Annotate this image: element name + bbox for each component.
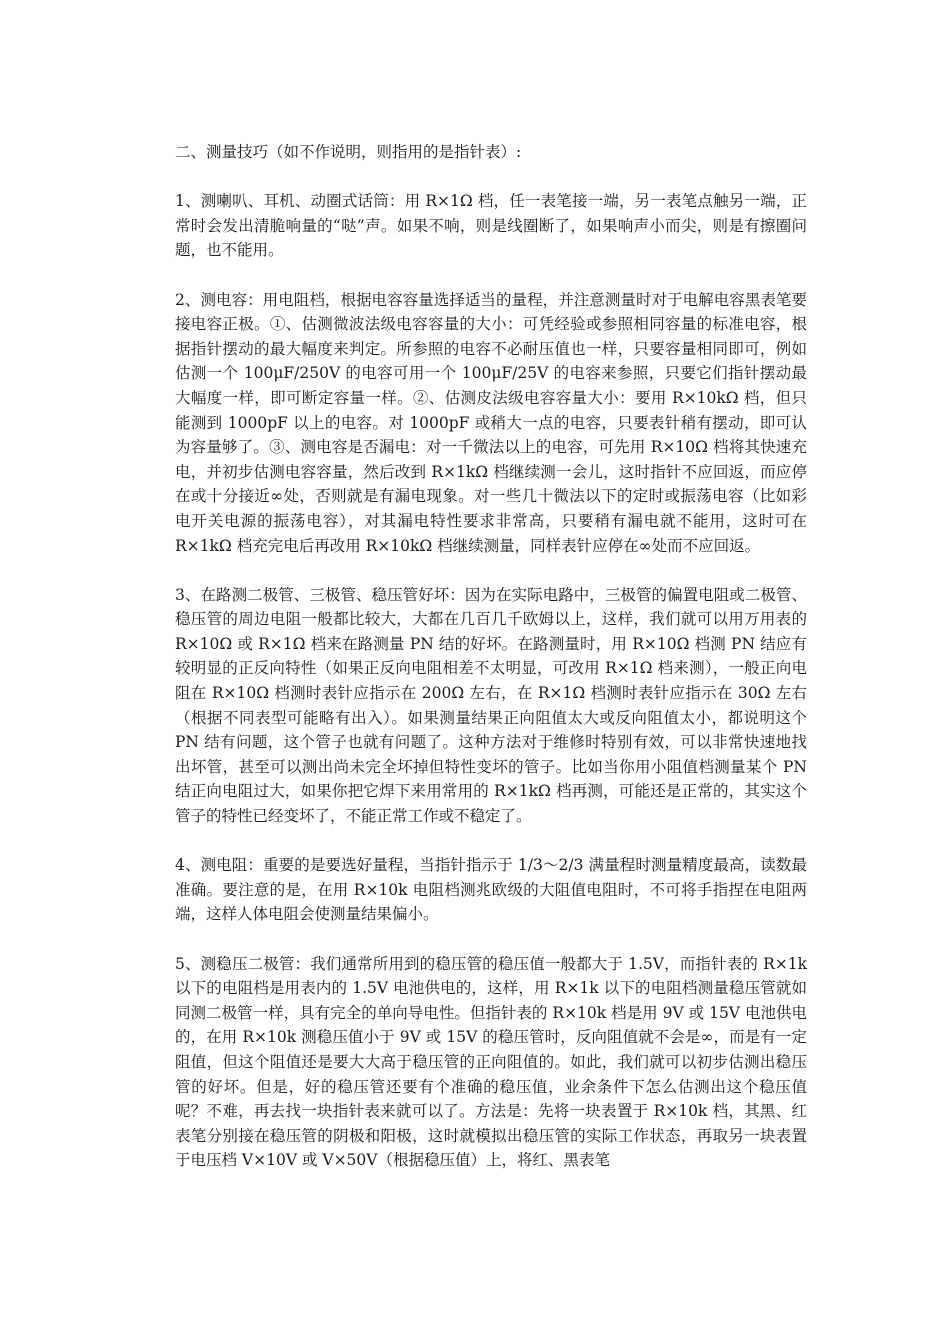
section-heading: 二、测量技巧（如不作说明，则指用的是指针表）:: [175, 143, 522, 161]
paragraph-in-circuit-diode-test: 3、在路测二极管、三极管、稳压管好坏：因为在实际电路中，三极管的偏置电阻或二极管、稳压管的周边电阻一般都比较大，大都在几百几千欧姆以上，这样，我们就可以用万用表的 R×10Ω 或 R×1Ω 档来在路测量 PN 结的好坏。在路测量时，用 R×10Ω 档测 PN 结应有较明显的正反向特性（如果正反向电阻相差不太明显，可改用 R×1Ω 档来测），一般正向电阻在 R×10Ω 档测时表针应指示在 200Ω 左右，在 R×1Ω 档测时表针应指示在 30Ω 左右（根据不同表型可能略有出入）。如果测量结果正向阻值太大或反向阻值太小，都说明这个 PN 结有问题，这个管子也就有问题了。这种方法对于维修时特别有效，可以非常快速地找出坏管，甚至可以测出尚未完全坏掉但特性变坏的管子。比如当你用小阻值档测量某个 PN 结正向电阻过大，如果你把它焊下来用常用的 R×1kΩ 档再测，可能还是正常的，其实这个管子的特性已经变坏了，不能正常工作或不稳定了。: [175, 585, 807, 826]
paragraph-resistor-test: 4、测电阻：重要的是要选好量程，当指针指示于 1/3～2/3 满量程时测量精度最高，读数最准确。要注意的是，在用 R×10k 电阻档测兆欧级的大阻值电阻时，不可将手指捏在电阻两端，这样人体电阻会使测量结果偏小。: [175, 856, 807, 924]
paragraph-capacitor-test: 2、测电容：用电阻档，根据电容容量选择适当的量程，并注意测量时对于电解电容黑表笔要接电容正极。①、估测微波法级电容容量的大小：可凭经验或参照相同容量的标准电容，根据指针摆动的最大幅度来判定。所参照的电容不必耐压值也一样，只要容量相同即可，例如估测一个 100μF/250V 的电容可用一个 100μF/25V 的电容来参照，只要它们指针摆动最大幅度一样，即可断定容量一样。②、估测皮法级电容容量大小：要用 R×10kΩ 档，但只能测到 1000pF 以上的电容。对 1000pF 或稍大一点的电容，只要表针稍有摆动，即可认为容量够了。③、测电容是否漏电：对一千微法以上的电容，可先用 R×10Ω 档将其快速充电，并初步估测电容容量，然后改到 R×1kΩ 档继续测一会儿，这时指针不应回返，而应停在或十分接近∞处，否则就是有漏电现象。对一些几十微法以下的定时或振荡电容（比如彩电开关电源的振荡电容），对其漏电特性要求非常高，只要稍有漏电就不能用，这时可在 R×1kΩ 档充完电后再改用 R×10kΩ 档继续测量，同样表针应停在∞处而不应回返。: [175, 290, 807, 555]
paragraph-zener-test: 5、测稳压二极管：我们通常所用到的稳压管的稳压值一般都大于 1.5V，而指针表的 R×1k 以下的电阻档是用表内的 1.5V 电池供电的，这样，用 R×1k 以下的电阻档测量稳压管就如同测二极管一样，具有完全的单向导电性。但指针表的 R×10k 档是用 9V 或 15V 电池供电的，在用 R×10k 测稳压值小于 9V 或 15V 的稳压管时，反向阻值就不会是∞，而是有一定阻值，但这个阻值还是要大大高于稳压管的正向阻值的。如此，我们就可以初步估测出稳压管的好坏。但是，好的稳压管还要有个准确的稳压值，业余条件下怎么估测出这个稳压值呢？不难，再去找一块指针表来就可以了。方法是：先将一块表置于 R×10k 档，其黑、红表笔分别接在稳压管的阴极和阳极，这时就模拟出稳压管的实际工作状态，再取另一块表置于电压档 V×10V 或 V×50V（根据稳压值）上，将红、黑表笔: [175, 954, 807, 1170]
document-page: [175, 140, 807, 1198]
paragraph-speaker-test: 1、测喇叭、耳机、动圈式话筒：用 R×1Ω 档，任一表笔接一端，另一表笔点触另一端，正常时会发出清脆响量的“哒”声。如果不响，则是线圈断了，如果响声小而尖，则是有擦圈问题，也不能用。: [175, 192, 807, 260]
